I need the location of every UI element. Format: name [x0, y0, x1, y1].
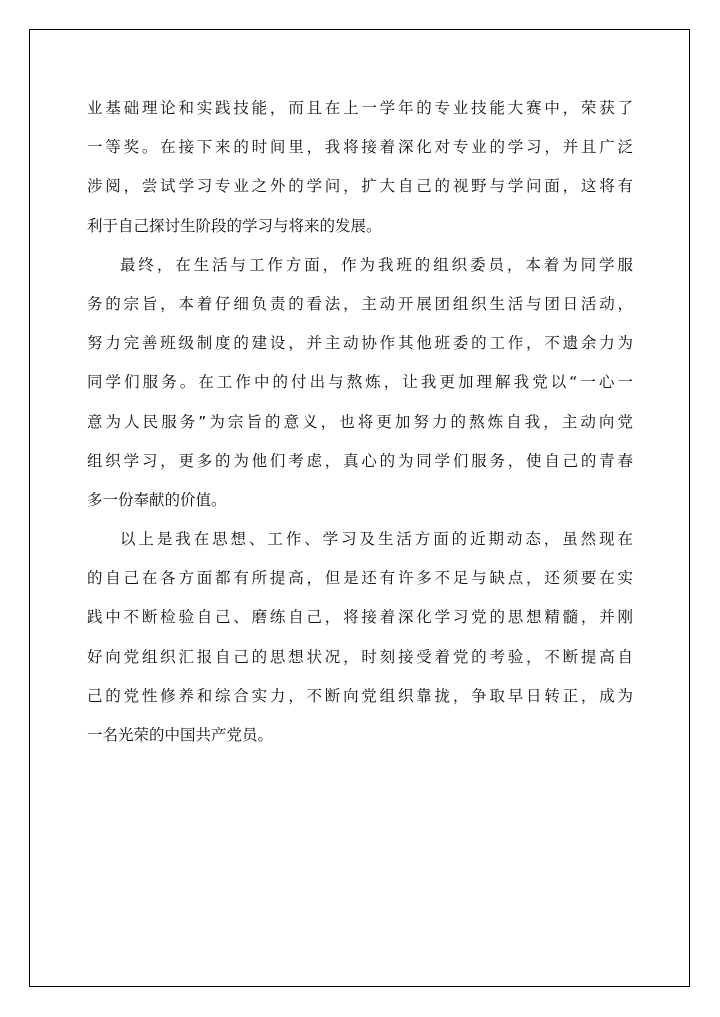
paragraph-2-line-5: 意为人民服务”为宗旨的意义，也将更加努力的熬炼自我，主动向党 — [87, 412, 633, 431]
paragraph-2-line-4: 同学们服务。在工作中的付出与熬炼，让我更加理解我党以“一心一 — [87, 373, 633, 392]
paragraph-3-line-6: 一名光荣的中国共产党员。 — [87, 726, 274, 744]
paragraph-2-line-6: 组织学习，更多的为他们考虑，真心的为同学们服务，使自己的青春 — [87, 451, 633, 470]
paragraph-3-line-5: 己的党性修养和综合实力，不断向党组织靠拢，争取早日转正，成为 — [87, 686, 633, 705]
paragraph-3-line-3: 践中不断检验自己、磨练自己，将接着深化学习党的思想精髓，并刚 — [87, 608, 633, 627]
paragraph-2-line-3: 努力完善班级制度的建设，并主动协作其他班委的工作，不遗余力为 — [87, 334, 633, 353]
paragraph-3-line-2: 的自己在各方面都有所提高，但是还有许多不足与缺点，还须要在实 — [87, 569, 633, 588]
paragraph-1-line-3: 涉阅，尝试学习专业之外的学问，扩大自己的视野与学问面，这将有 — [87, 177, 633, 196]
paragraph-1-line-1: 业基础理论和实践技能，而且在上一学年的专业技能大赛中，荣获了 — [87, 99, 633, 117]
paragraph-2-line-7: 多一份奉献的价值。 — [87, 490, 227, 509]
document-body — [87, 94, 633, 760]
paragraph-1-line-4: 利于自己探讨生阶段的学习与将来的发展。 — [87, 216, 382, 235]
paragraph-3-line-1: 以上是我在思想、工作、学习及生活方面的近期动态，虽然现在 — [120, 530, 633, 549]
paragraph-3-line-4: 好向党组织汇报自己的思想状况，时刻接受着党的考验，不断提高自 — [87, 647, 633, 666]
paragraph-2-line-1: 最终，在生活与工作方面，作为我班的组织委员，本着为同学服 — [120, 255, 633, 274]
paragraph-2-line-2: 务的宗旨，本着仔细负责的看法，主动开展团组织生活与团日活动， — [87, 294, 633, 313]
paragraph-1-line-2: 一等奖。在接下来的时间里，我将接着深化对专业的学习，并且广泛 — [87, 138, 633, 157]
